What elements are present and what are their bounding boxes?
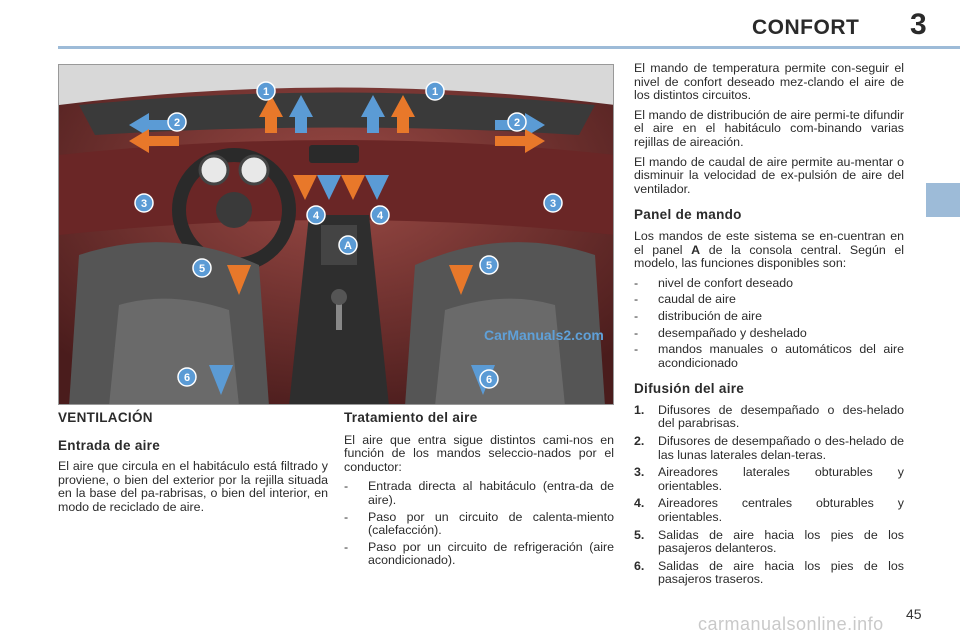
- svg-text:1: 1: [262, 86, 270, 98]
- svg-text:4: 4: [376, 210, 384, 222]
- svg-text:5: 5: [485, 260, 493, 272]
- callout-2-right: [508, 113, 526, 131]
- list-item: 1. Difusores de desempañado o des-helado del parabrisas.: [634, 402, 904, 431]
- page-number: 45: [906, 606, 922, 622]
- callout-2-left: [168, 113, 186, 131]
- list-item: - desempañado y deshelado: [634, 327, 904, 341]
- svg-text:3: 3: [549, 198, 557, 210]
- list-item: - distribución de aire: [634, 310, 904, 324]
- flow-text: El mando de caudal de aire permite au-mentar o disminuir la velocidad de ex-pulsión de aire del ventilador.: [634, 154, 904, 196]
- svg-text:2: 2: [513, 117, 521, 129]
- interior-illustration: [59, 65, 614, 405]
- list-item: - Paso por un circuito de calenta-miento (calefacción).: [344, 511, 614, 538]
- svg-text:3: 3: [140, 198, 148, 210]
- panel-letter: A: [691, 242, 701, 257]
- treatment-list: [344, 480, 614, 568]
- treatment-text: El aire que entra sigue distintos cami-nos en función de los mandos seleccio-nados por el conductor:: [344, 432, 614, 474]
- list-item: 5. Salidas de aire hacia los pies de los pasajeros delanteros.: [634, 527, 904, 556]
- callout-6-right: [480, 370, 498, 388]
- left-column: [58, 411, 328, 521]
- air-intake-text: El aire que circula en el habitáculo está filtrado y proviene, o bien del exterior por la rejilla situada en la base del pa-rabrisas, o bien del interior, en modo de reciclado de aire.: [58, 459, 328, 514]
- panel-text: Los mandos de este sistema se en-cuentran en el panel A de la consola central. Según el modelo, las funciones disponibles son:: [634, 228, 904, 271]
- diffusion-heading: Difusión del aire: [634, 381, 745, 397]
- diffusion-list: [634, 404, 904, 587]
- callout-3-left: [135, 194, 153, 212]
- callout-5-right: [480, 256, 498, 274]
- list-item: - caudal de aire: [634, 293, 904, 307]
- temperature-text: El mando de temperatura permite con-seguir el nivel de confort deseado mez-clando el aire de los distintos circuitos.: [634, 61, 904, 103]
- callout-1-left: [257, 82, 275, 100]
- list-item: - Entrada directa al habitáculo (entra-da de aire).: [344, 480, 614, 507]
- callout-4-right: [371, 206, 389, 224]
- svg-text:A: A: [344, 240, 352, 252]
- svg-text:5: 5: [198, 263, 206, 275]
- footer-watermark: carmanualsonline.info: [698, 614, 884, 634]
- panel-heading: Panel de mando: [634, 207, 742, 223]
- middle-column: [344, 411, 614, 576]
- list-item: 4. Aireadores centrales obturables y orientables.: [634, 496, 904, 525]
- page-title: CONFORT: [752, 16, 860, 39]
- svg-text:1: 1: [431, 86, 439, 98]
- subsection-heading: Entrada de aire: [58, 437, 161, 453]
- chapter-number: 3: [910, 8, 927, 41]
- treatment-heading: Tratamiento del aire: [344, 410, 478, 425]
- callout-3-right: [544, 194, 562, 212]
- callout-6-left: [178, 368, 196, 386]
- chapter-tab: [926, 183, 960, 217]
- section-heading: VENTILACIÓN: [58, 410, 153, 425]
- callout-5-left: [193, 259, 211, 277]
- list-item: 2. Difusores de desempañado o des-helado de las lunas laterales delan-teras.: [634, 434, 904, 462]
- distribution-text: El mando de distribución de aire permi-te difundir el aire en el habitáculo com-binando varias rejillas de aireación.: [634, 107, 904, 149]
- list-item: 3. Aireadores laterales obturables y orientables.: [634, 465, 904, 493]
- interior-photo: [58, 64, 614, 405]
- callout-a: [339, 236, 357, 254]
- svg-text:2: 2: [173, 117, 181, 129]
- list-item: - mandos manuales o automáticos del aire acondicionado: [634, 343, 904, 370]
- list-item: 6. Salidas de aire hacia los pies de los pasajeros traseros.: [634, 558, 904, 587]
- right-column: [634, 62, 904, 591]
- callout-4-left: [307, 206, 325, 224]
- watermark: CarManuals2.com: [484, 327, 604, 343]
- callout-1-right: [426, 82, 444, 100]
- header-rule: [58, 46, 960, 49]
- list-item: - Paso por un circuito de refrigeración (aire acondicionado).: [344, 541, 614, 568]
- list-item: - nivel de confort deseado: [634, 277, 904, 291]
- panel-list: [634, 277, 904, 371]
- svg-text:6: 6: [183, 372, 191, 384]
- svg-text:6: 6: [485, 374, 493, 386]
- svg-text:4: 4: [312, 210, 320, 222]
